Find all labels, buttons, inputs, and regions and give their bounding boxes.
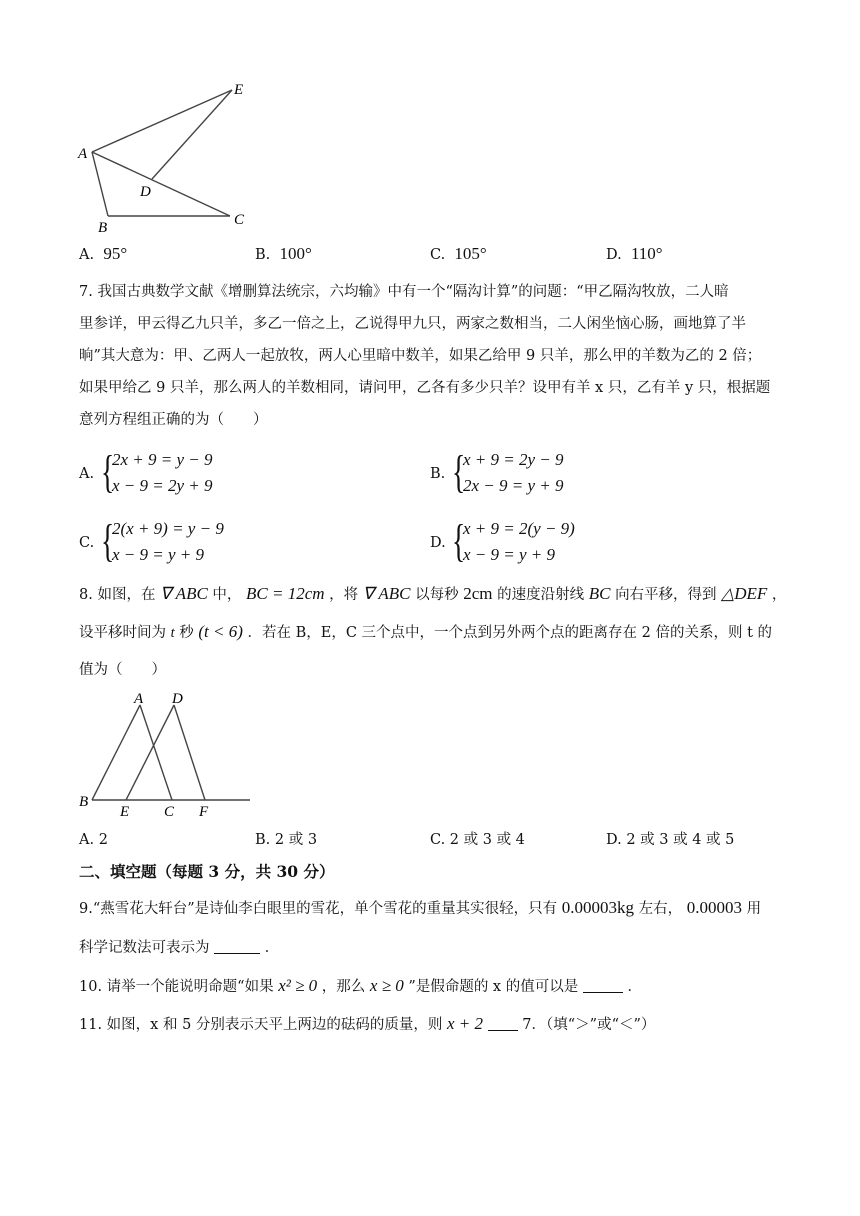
q8-stem-line-1 (79, 584, 786, 605)
speed: 2cm (463, 584, 493, 603)
q7-option-d (430, 517, 730, 569)
mass-value: 0.00003kg (561, 898, 635, 917)
option-label: C. (430, 247, 446, 263)
q10-line (79, 976, 642, 997)
point-label-e: E (120, 804, 130, 820)
option-label: D. (430, 535, 446, 551)
point-label-c: C (164, 804, 175, 820)
left-brace: { (452, 515, 466, 566)
left-brace: { (101, 446, 115, 497)
q8-stem-line-2 (79, 622, 772, 643)
equation-2: 2x − 9 = y + 9 (463, 476, 564, 495)
text: 秒 (179, 625, 194, 641)
equation-2: x − 9 = 2y + 9 (112, 476, 213, 495)
text: ”是假命题的 x 的值可以是 (408, 979, 579, 995)
segment-ab (92, 152, 108, 216)
point-label-c: C (234, 212, 245, 228)
equation-1: x + 9 = 2(y − 9) (463, 519, 575, 538)
number-value: 0.00003 (686, 898, 742, 917)
point-label-a: A (134, 691, 144, 707)
q9-line-2 (79, 938, 279, 958)
text: 10. 请举一个能说明命题“如果 (79, 979, 274, 995)
point-label-d: D (172, 691, 183, 707)
equation-2: x − 9 = y + 9 (112, 545, 205, 564)
option-label: C. (79, 535, 95, 551)
text: 9.“燕雪花大轩台”是诗仙李白眼里的雪花，单个雪花的重量其实很轻，只有 (79, 901, 558, 917)
option-value: 100° (279, 244, 312, 263)
q6-option-a (79, 244, 127, 265)
condition-1: x² ≥ 0 (278, 976, 318, 995)
q7-option-a (79, 448, 379, 500)
q8-option-a: A. 2 (79, 832, 108, 848)
segment-df (174, 705, 205, 800)
equation-1: x + 9 = 2y − 9 (463, 450, 564, 469)
q6-option-c (430, 244, 487, 265)
q7-stem-line-4: 如果甲给乙 9 只羊，那么两人的羊数相同，请问甲，乙各有多少只羊？设甲有羊 x 只，乙有羊 y 只，根据题 (79, 380, 771, 396)
segment-ed (152, 90, 232, 179)
answer-blank[interactable] (214, 939, 260, 954)
option-value: 110° (630, 244, 663, 263)
triangle-def: △DEF (721, 584, 768, 603)
q9-line-1 (79, 898, 761, 919)
bc-length: BC = 12cm (246, 584, 325, 603)
point-label-b: B (79, 794, 89, 810)
section-heading: 二、填空题（每题 3 分，共 30 分） (79, 862, 335, 881)
text: ．若在 B，E，C 三个点中，一个点到另外两个点的距离存在 2 倍的关系，则 t 的 (247, 625, 773, 641)
triangle-abc: ∇ ABC (160, 584, 208, 603)
option-label: A. (79, 466, 95, 482)
text: 11. 如图，x 和 5 分别表示天平上两边的砝码的质量，则 (79, 1017, 443, 1033)
text: 8. 如图，在 (79, 587, 156, 603)
q8-option-d: D. 2 或 3 或 4 或 5 (606, 832, 735, 848)
q8-option-b: B. 2 或 3 (255, 832, 318, 848)
text: 向右平移，得到 (615, 587, 717, 603)
option-label: B. (255, 247, 271, 263)
answer-blank[interactable] (488, 1016, 518, 1031)
ray-bc: BC (588, 584, 611, 603)
point-label-a: A (78, 146, 88, 162)
q7-stem-line-1: 7. 我国古典数学文献《增删算法统宗，六均输》中有一个“隔沟计算”的问题：“甲乙隔沟牧放，二人暗 (79, 284, 729, 300)
expression: x + 2 (447, 1014, 484, 1033)
q6-option-b (255, 244, 312, 265)
q6-figure (70, 78, 260, 238)
point-label-b: B (98, 220, 108, 236)
option-label: A. (79, 247, 95, 263)
text: ， (771, 587, 787, 603)
point-label-e: E (234, 82, 244, 98)
equation-2: x − 9 = y + 9 (463, 545, 556, 564)
segment-ac (92, 152, 230, 216)
text: ，那么 (321, 979, 366, 995)
left-brace: { (452, 446, 466, 497)
text: 科学记数法可表示为 (79, 940, 210, 956)
left-brace: { (101, 515, 115, 566)
condition-2: x ≥ 0 (369, 976, 404, 995)
t-variable: t (170, 625, 175, 641)
option-value: 105° (454, 244, 487, 263)
option-value: 95° (103, 244, 128, 263)
text: 设平移时间为 (79, 625, 166, 641)
point-label-f: F (199, 804, 209, 820)
q7-option-c (79, 517, 379, 569)
answer-blank[interactable] (583, 978, 623, 993)
text: 以每秒 (415, 587, 459, 603)
q7-stem-line-3: 晌”其大意为：甲、乙两人一起放牧，两人心里暗中数羊，如果乙给甲 9 只羊，那么甲的羊数为乙的 2 倍； (79, 348, 762, 364)
equation-1: 2x + 9 = y − 9 (112, 450, 213, 469)
q11-line (79, 1014, 655, 1035)
text: 中， (212, 587, 242, 603)
text: 用 (746, 901, 762, 917)
q7-stem-line-5: 意列方程组正确的为（ ） (79, 412, 268, 428)
option-label: B. (430, 466, 446, 482)
text: ． (627, 979, 642, 995)
text: ，将 (329, 587, 359, 603)
text: 的速度沿射线 (497, 587, 585, 603)
q7-stem-line-2: 里参详，甲云得乙九只羊，多乙一倍之上，乙说得甲九只，两家之数相当，二人闲坐恼心肠，画地算了半 (79, 316, 746, 332)
time-condition: (t < 6) (198, 622, 243, 641)
text: 7．（填“＞”或“＜”） (522, 1017, 656, 1033)
q8-option-c: C. 2 或 3 或 4 (430, 832, 525, 848)
text: 左右， (638, 901, 683, 917)
option-label: D. (606, 247, 622, 263)
equation-1: 2(x + 9) = y − 9 (112, 519, 224, 538)
point-label-d: D (140, 184, 151, 200)
q8-stem-line-3: 值为（ ） (79, 662, 166, 678)
q6-option-d (606, 244, 663, 265)
segment-ae (92, 90, 232, 152)
triangle-abc-2: ∇ ABC (362, 584, 411, 603)
q7-option-b (430, 448, 730, 500)
q8-figure (74, 688, 254, 820)
text: ． (264, 940, 280, 956)
